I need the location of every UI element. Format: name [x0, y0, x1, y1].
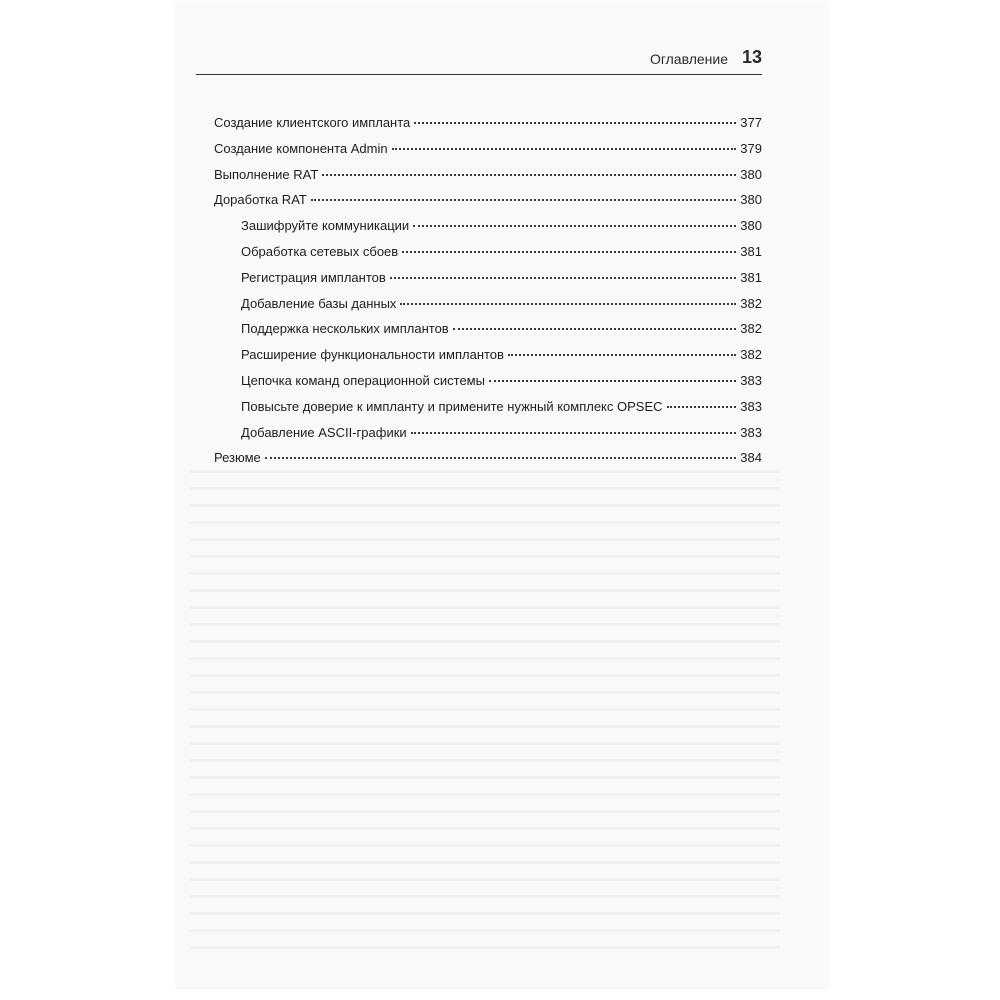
dot-leader: [413, 225, 736, 227]
toc-entry-page: 383: [740, 424, 762, 440]
dot-leader: [489, 380, 736, 382]
toc-entry-page: 383: [740, 372, 762, 388]
header-page-number: 13: [741, 47, 762, 67]
toc-subentry: [214, 242, 762, 268]
dot-leader: [411, 432, 737, 434]
toc-subentry: [214, 397, 762, 423]
toc-entry-page: 381: [740, 243, 762, 259]
header-rule: [196, 74, 762, 75]
table-of-contents: [214, 113, 762, 474]
toc-entry: [214, 190, 762, 216]
toc-entry: [214, 448, 762, 474]
toc-entry: [214, 165, 762, 191]
toc-subentry: [214, 423, 762, 449]
toc-entry-label: Повысьте доверие к импланту и примените нужный комплекс OPSEC: [241, 398, 663, 414]
toc-subentry: [214, 268, 762, 294]
toc-entry-label: Создание компонента Admin: [214, 140, 388, 156]
toc-entry-label: Цепочка команд операционной системы: [241, 372, 485, 388]
toc-entry-page: 382: [740, 321, 762, 337]
toc-entry-page: 383: [740, 398, 762, 414]
header-title: Оглавление: [649, 51, 728, 67]
dot-leader: [322, 174, 736, 176]
toc-entry-label: Выполнение RAT: [214, 166, 319, 182]
dot-leader: [508, 354, 736, 356]
toc-entry-label: Добавление базы данных: [241, 295, 397, 311]
toc-entry-label: Зашифруйте коммуникации: [241, 218, 410, 234]
toc-entry: [214, 139, 762, 165]
toc-entry-page: 381: [740, 269, 762, 285]
toc-entry-label: Регистрация имплантов: [241, 269, 386, 285]
dot-leader: [453, 328, 737, 330]
dot-leader: [392, 148, 737, 150]
toc-entry-page: 382: [740, 347, 762, 363]
dot-leader: [311, 199, 736, 201]
toc-entry-page: 380: [740, 218, 762, 234]
toc-subentry: [214, 371, 762, 397]
toc-entry-label: Доработка RAT: [214, 192, 307, 208]
dot-leader: [402, 251, 736, 253]
toc-entry: [214, 113, 762, 139]
dot-leader: [667, 406, 737, 408]
running-header: [196, 48, 764, 74]
toc-subentry: [214, 294, 762, 320]
dot-leader: [265, 457, 737, 459]
toc-entry-page: 379: [740, 140, 762, 156]
dot-leader: [414, 122, 736, 124]
toc-entry-page: 380: [740, 166, 762, 182]
toc-subentry: [214, 319, 762, 345]
toc-entry-label: Расширение функциональности имплантов: [241, 347, 504, 363]
toc-subentry: [214, 345, 762, 371]
toc-entry-label: Поддержка нескольких имплантов: [241, 321, 449, 337]
toc-entry-label: Резюме: [214, 450, 261, 466]
toc-subentry: [214, 216, 762, 242]
toc-entry-label: Обработка сетевых сбоев: [241, 243, 399, 259]
toc-entry-label: Создание клиентского импланта: [214, 115, 411, 130]
toc-entry-label: Добавление ASCII-графики: [241, 424, 407, 440]
show-through-text: [190, 470, 780, 950]
toc-entry-page: 380: [740, 192, 762, 208]
toc-entry-page: 384: [740, 450, 762, 466]
toc-entry-page: 382: [740, 295, 762, 311]
dot-leader: [390, 277, 737, 279]
toc-entry-page: 377: [740, 115, 762, 130]
dot-leader: [400, 303, 736, 305]
